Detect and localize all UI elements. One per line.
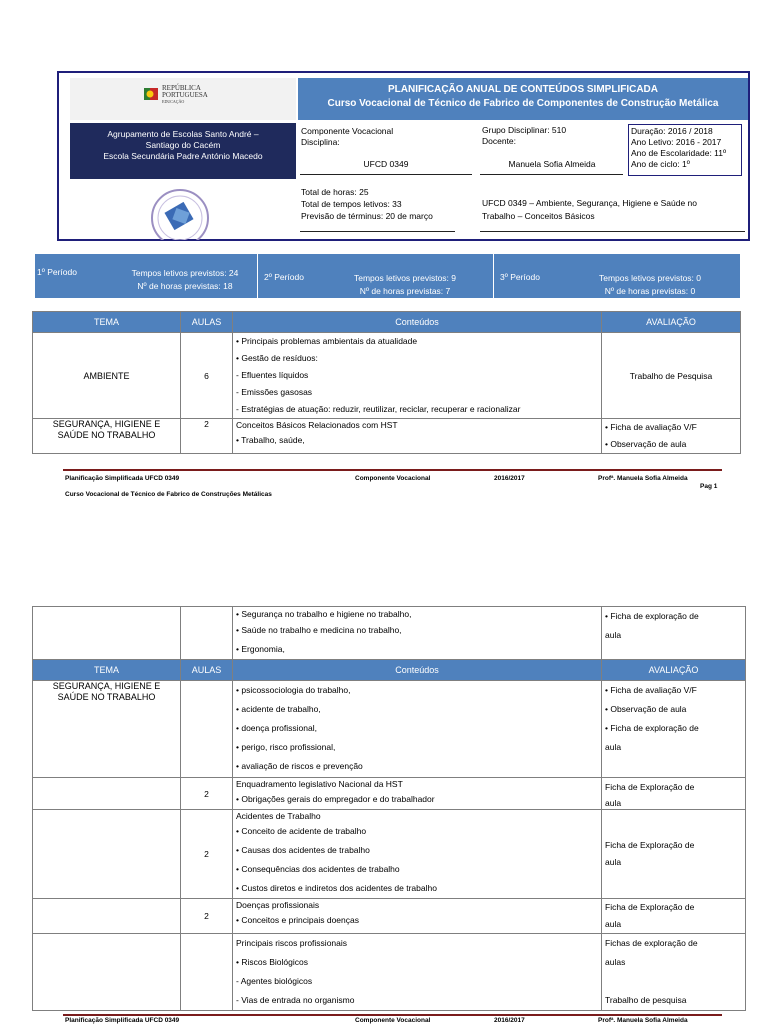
period-2-name: 2º Período (264, 272, 304, 282)
table-header-row (33, 660, 746, 681)
avaliacao-cell (602, 934, 746, 1011)
aulas-cell: 2 (181, 419, 233, 454)
header-aulas: AULAS (181, 660, 233, 681)
conteudos-cell (233, 899, 602, 934)
table-row (33, 810, 746, 899)
aulas-cell (181, 681, 233, 778)
content-line: • Gestão de resíduos: (236, 353, 318, 363)
period-1-info (120, 267, 250, 293)
period-2-info (335, 272, 475, 298)
tema-cell (33, 899, 181, 934)
footer-rule (63, 469, 722, 471)
tema-cell (33, 419, 181, 454)
content-line: • Ergonomia, (236, 644, 285, 654)
componente-label: Componente Vocacional (301, 126, 394, 136)
disciplina-value: UFCD 0349 (363, 159, 409, 169)
content-line: • Segurança no trabalho e higiene no trabalho, (236, 609, 412, 619)
aulas-cell: 2 (181, 899, 233, 934)
divider (493, 254, 494, 298)
table-row (33, 607, 746, 660)
footer-page-number: Pag 1 (700, 483, 718, 490)
ufcd-desc-2: Trabalho – Conceitos Básicos (482, 211, 595, 221)
table-row (33, 899, 746, 934)
title-banner (298, 78, 748, 120)
page-title: PLANIFICAÇÃO ANUAL DE CONTEÚDOS SIMPLIFICADA (388, 84, 658, 95)
tema-line: SAÚDE NO TRABALHO (57, 430, 156, 440)
periods-bar (35, 254, 740, 298)
footer-year: 2016/2017 (494, 475, 525, 482)
avaliacao-line: aulas (605, 957, 626, 967)
ufcd-desc (482, 197, 697, 223)
duracao-box (628, 124, 742, 176)
logo-area (70, 78, 296, 120)
total-horas: Total de horas: 25 (301, 187, 369, 197)
avaliacao-line: aula (605, 919, 622, 929)
footer-teacher: Profª. Manuela Sofia Almeida (598, 475, 688, 482)
aulas-cell (181, 934, 233, 1011)
avaliacao-line: Ficha de Exploração de (605, 840, 695, 850)
footer-doc-title: Planificação Simplificada UFCD 0349 (65, 1017, 180, 1024)
avaliacao-line: Trabalho de pesquisa (605, 995, 687, 1005)
tema-cell (33, 810, 181, 899)
aulas-cell (181, 607, 233, 660)
avaliacao-line: aula (605, 857, 622, 867)
school-box (70, 123, 296, 179)
content-line: • Conceito de acidente de trabalho (236, 826, 367, 836)
content-line: • Causas dos acidentes de trabalho (236, 845, 370, 855)
content-line: - Estratégias de atuação: reduzir, reutilizar, reciclar, recuperar e racionalizar (236, 404, 521, 414)
period-1-name: 1º Período (37, 267, 77, 277)
content-line: • Principais problemas ambientais da atualidade (236, 336, 418, 346)
content-line: • Obrigações gerais do empregador e do trabalhador (236, 794, 435, 804)
content-line: • Saúde no trabalho e medicina no trabalho, (236, 625, 402, 635)
avaliacao-line: aula (605, 798, 622, 808)
avaliacao-line: • Observação de aula (605, 704, 687, 714)
avaliacao-cell (602, 778, 746, 810)
content-line: • Consequências dos acidentes de trabalho (236, 864, 400, 874)
spacer (605, 972, 742, 991)
period-3-tempos: Tempos letivos previstos: 0 (598, 273, 702, 283)
footer-doc-title: Planificação Simplificada UFCD 0349 (65, 475, 180, 482)
divider (300, 231, 455, 232)
content-line: Acidentes de Trabalho (236, 811, 321, 821)
table-row (33, 778, 746, 810)
footer-year: 2016/2017 (494, 1017, 525, 1024)
divider (480, 231, 745, 232)
tema-line: SEGURANÇA, HIGIENE E (52, 419, 161, 429)
logo-text-2: PORTUGUESA (162, 91, 208, 99)
avaliacao-line: • Observação de aula (605, 439, 687, 449)
logo-text-1: REPÚBLICA (162, 84, 201, 92)
avaliacao-cell (602, 607, 746, 660)
footer-course: Curso Vocacional de Técnico de Fabrico de Construções Metálicas (65, 491, 272, 498)
footer-teacher: Profª. Manuela Sofia Almeida (598, 1017, 688, 1024)
content-table-page-1 (32, 311, 741, 454)
content-line: • Custos diretos e indiretos dos acidentes de trabalho (236, 883, 437, 893)
total-tempos: Total de tempos letivos: 33 (301, 199, 402, 209)
tema-cell (33, 778, 181, 810)
ufcd-desc-1: UFCD 0349 – Ambiente, Segurança, Higiene e Saúde no (482, 198, 697, 208)
header-avaliacao: AVALIAÇÃO (602, 660, 746, 681)
period-3-horas: Nº de horas previstas: 0 (604, 286, 696, 296)
componente-block (301, 126, 393, 148)
content-line: Conceitos Básicos Relacionados com HST (236, 420, 398, 430)
avaliacao-cell (602, 419, 741, 454)
period-1-horas: Nº de horas previstas: 18 (137, 281, 233, 291)
page-subtitle: Curso Vocacional de Técnico de Fabrico de Componentes de Construção Metálica (327, 98, 719, 109)
header-conteudos: Conteúdos (233, 312, 602, 333)
tema-cell (33, 934, 181, 1011)
avaliacao-line: • Ficha de avaliação V/F (605, 685, 697, 695)
aulas-cell: 2 (181, 810, 233, 899)
table-row (33, 934, 746, 1011)
conteudos-cell (233, 333, 602, 419)
conteudos-cell (233, 778, 602, 810)
tema-line: SEGURANÇA, HIGIENE E (52, 681, 161, 691)
header-avaliacao: AVALIAÇÃO (602, 312, 741, 333)
avaliacao-line: Fichas de exploração de (605, 938, 698, 948)
school-line-1: Agrupamento de Escolas Santo André – (107, 129, 259, 139)
avaliacao-line: Ficha de Exploração de (605, 782, 695, 792)
avaliacao-line: • Ficha de exploração de (605, 723, 699, 733)
content-line: • psicossociologia do trabalho, (236, 685, 351, 695)
content-line: Doenças profissionais (236, 900, 320, 910)
ano-letivo: Ano Letivo: 2016 - 2017 (631, 137, 722, 147)
table-row (33, 333, 741, 419)
table-header-row (33, 312, 741, 333)
previsao: Previsão de términus: 20 de março (301, 211, 433, 221)
header-tema: TEMA (33, 312, 181, 333)
table-row (33, 681, 746, 778)
conteudos-cell (233, 607, 602, 660)
logo-text-3: EDUCAÇÃO (162, 99, 185, 104)
header-conteudos: Conteúdos (233, 660, 602, 681)
period-2-tempos: Tempos letivos previstos: 9 (353, 273, 457, 283)
tema-cell (33, 607, 181, 660)
ano-ciclo: Ano de ciclo: 1º (631, 159, 690, 169)
footer-component: Componente Vocacional (355, 475, 431, 482)
aulas-cell: 6 (181, 333, 233, 419)
content-line: - Efluentes líquidos (236, 370, 309, 380)
conteudos-cell (233, 419, 602, 454)
conteudos-cell (233, 681, 602, 778)
content-line: Enquadramento legislativo Nacional da HST (236, 779, 403, 789)
content-line: • Trabalho, saúde, (236, 435, 305, 445)
period-2-horas: Nº de horas previstas: 7 (359, 286, 451, 296)
disciplina-label: Disciplina: (301, 137, 340, 147)
avaliacao-line: • Ficha de exploração de (605, 611, 699, 621)
avaliacao-cell (602, 899, 746, 934)
avaliacao-cell: Trabalho de Pesquisa (602, 333, 741, 419)
divider (257, 254, 258, 298)
school-line-3: Escola Secundária Padre António Macedo (103, 151, 263, 161)
content-line: - Emissões gasosas (236, 387, 313, 397)
content-line: • Conceitos e principais doenças (236, 915, 359, 925)
period-3-name: 3º Período (500, 272, 540, 282)
school-logo-icon (140, 180, 220, 240)
header-aulas: AULAS (181, 312, 233, 333)
period-3-info (575, 272, 725, 298)
content-line: • acidente de trabalho, (236, 704, 321, 714)
avaliacao-cell (602, 681, 746, 778)
duracao: Duração: 2016 / 2018 (631, 126, 713, 136)
avaliacao-line: • Ficha de avaliação V/F (605, 422, 697, 432)
content-line: • perigo, risco profissional, (236, 742, 336, 752)
avaliacao-line: aula (605, 630, 622, 640)
content-line: • avaliação de riscos e prevenção (236, 761, 363, 771)
aulas-cell: 2 (181, 778, 233, 810)
content-line: Principais riscos profissionais (236, 938, 348, 948)
content-line: - Agentes biológicos (236, 976, 313, 986)
period-1-tempos: Tempos letivos previstos: 24 (131, 268, 239, 278)
republic-emblem-icon (144, 86, 158, 102)
avaliacao-cell (602, 810, 746, 899)
horas-block (301, 186, 433, 222)
divider (480, 174, 623, 175)
ano-escolaridade: Ano de Escolaridade: 11º (631, 148, 727, 158)
footer-component: Componente Vocacional (355, 1017, 431, 1024)
tema-line: SAÚDE NO TRABALHO (57, 692, 156, 702)
table-row (33, 419, 741, 454)
content-line: • doença profissional, (236, 723, 317, 733)
conteudos-cell (233, 810, 602, 899)
divider (300, 174, 472, 175)
tema-cell (33, 681, 181, 778)
content-line: • Riscos Biológicos (236, 957, 308, 967)
footer-rule (63, 1014, 722, 1016)
header-tema: TEMA (33, 660, 181, 681)
grupo-label: Grupo Disciplinar: 510 (482, 125, 567, 135)
tema-cell: AMBIENTE (33, 333, 181, 419)
docente-value: Manuela Sofia Almeida (508, 159, 596, 169)
content-line: - Vias de entrada no organismo (236, 995, 355, 1005)
avaliacao-line: aula (605, 742, 622, 752)
avaliacao-line: Ficha de Exploração de (605, 902, 695, 912)
grupo-block (482, 125, 566, 147)
school-line-2: Santiago do Cacém (145, 140, 221, 150)
conteudos-cell (233, 934, 602, 1011)
docente-label: Docente: (482, 136, 517, 146)
content-table-page-2 (32, 606, 746, 1011)
